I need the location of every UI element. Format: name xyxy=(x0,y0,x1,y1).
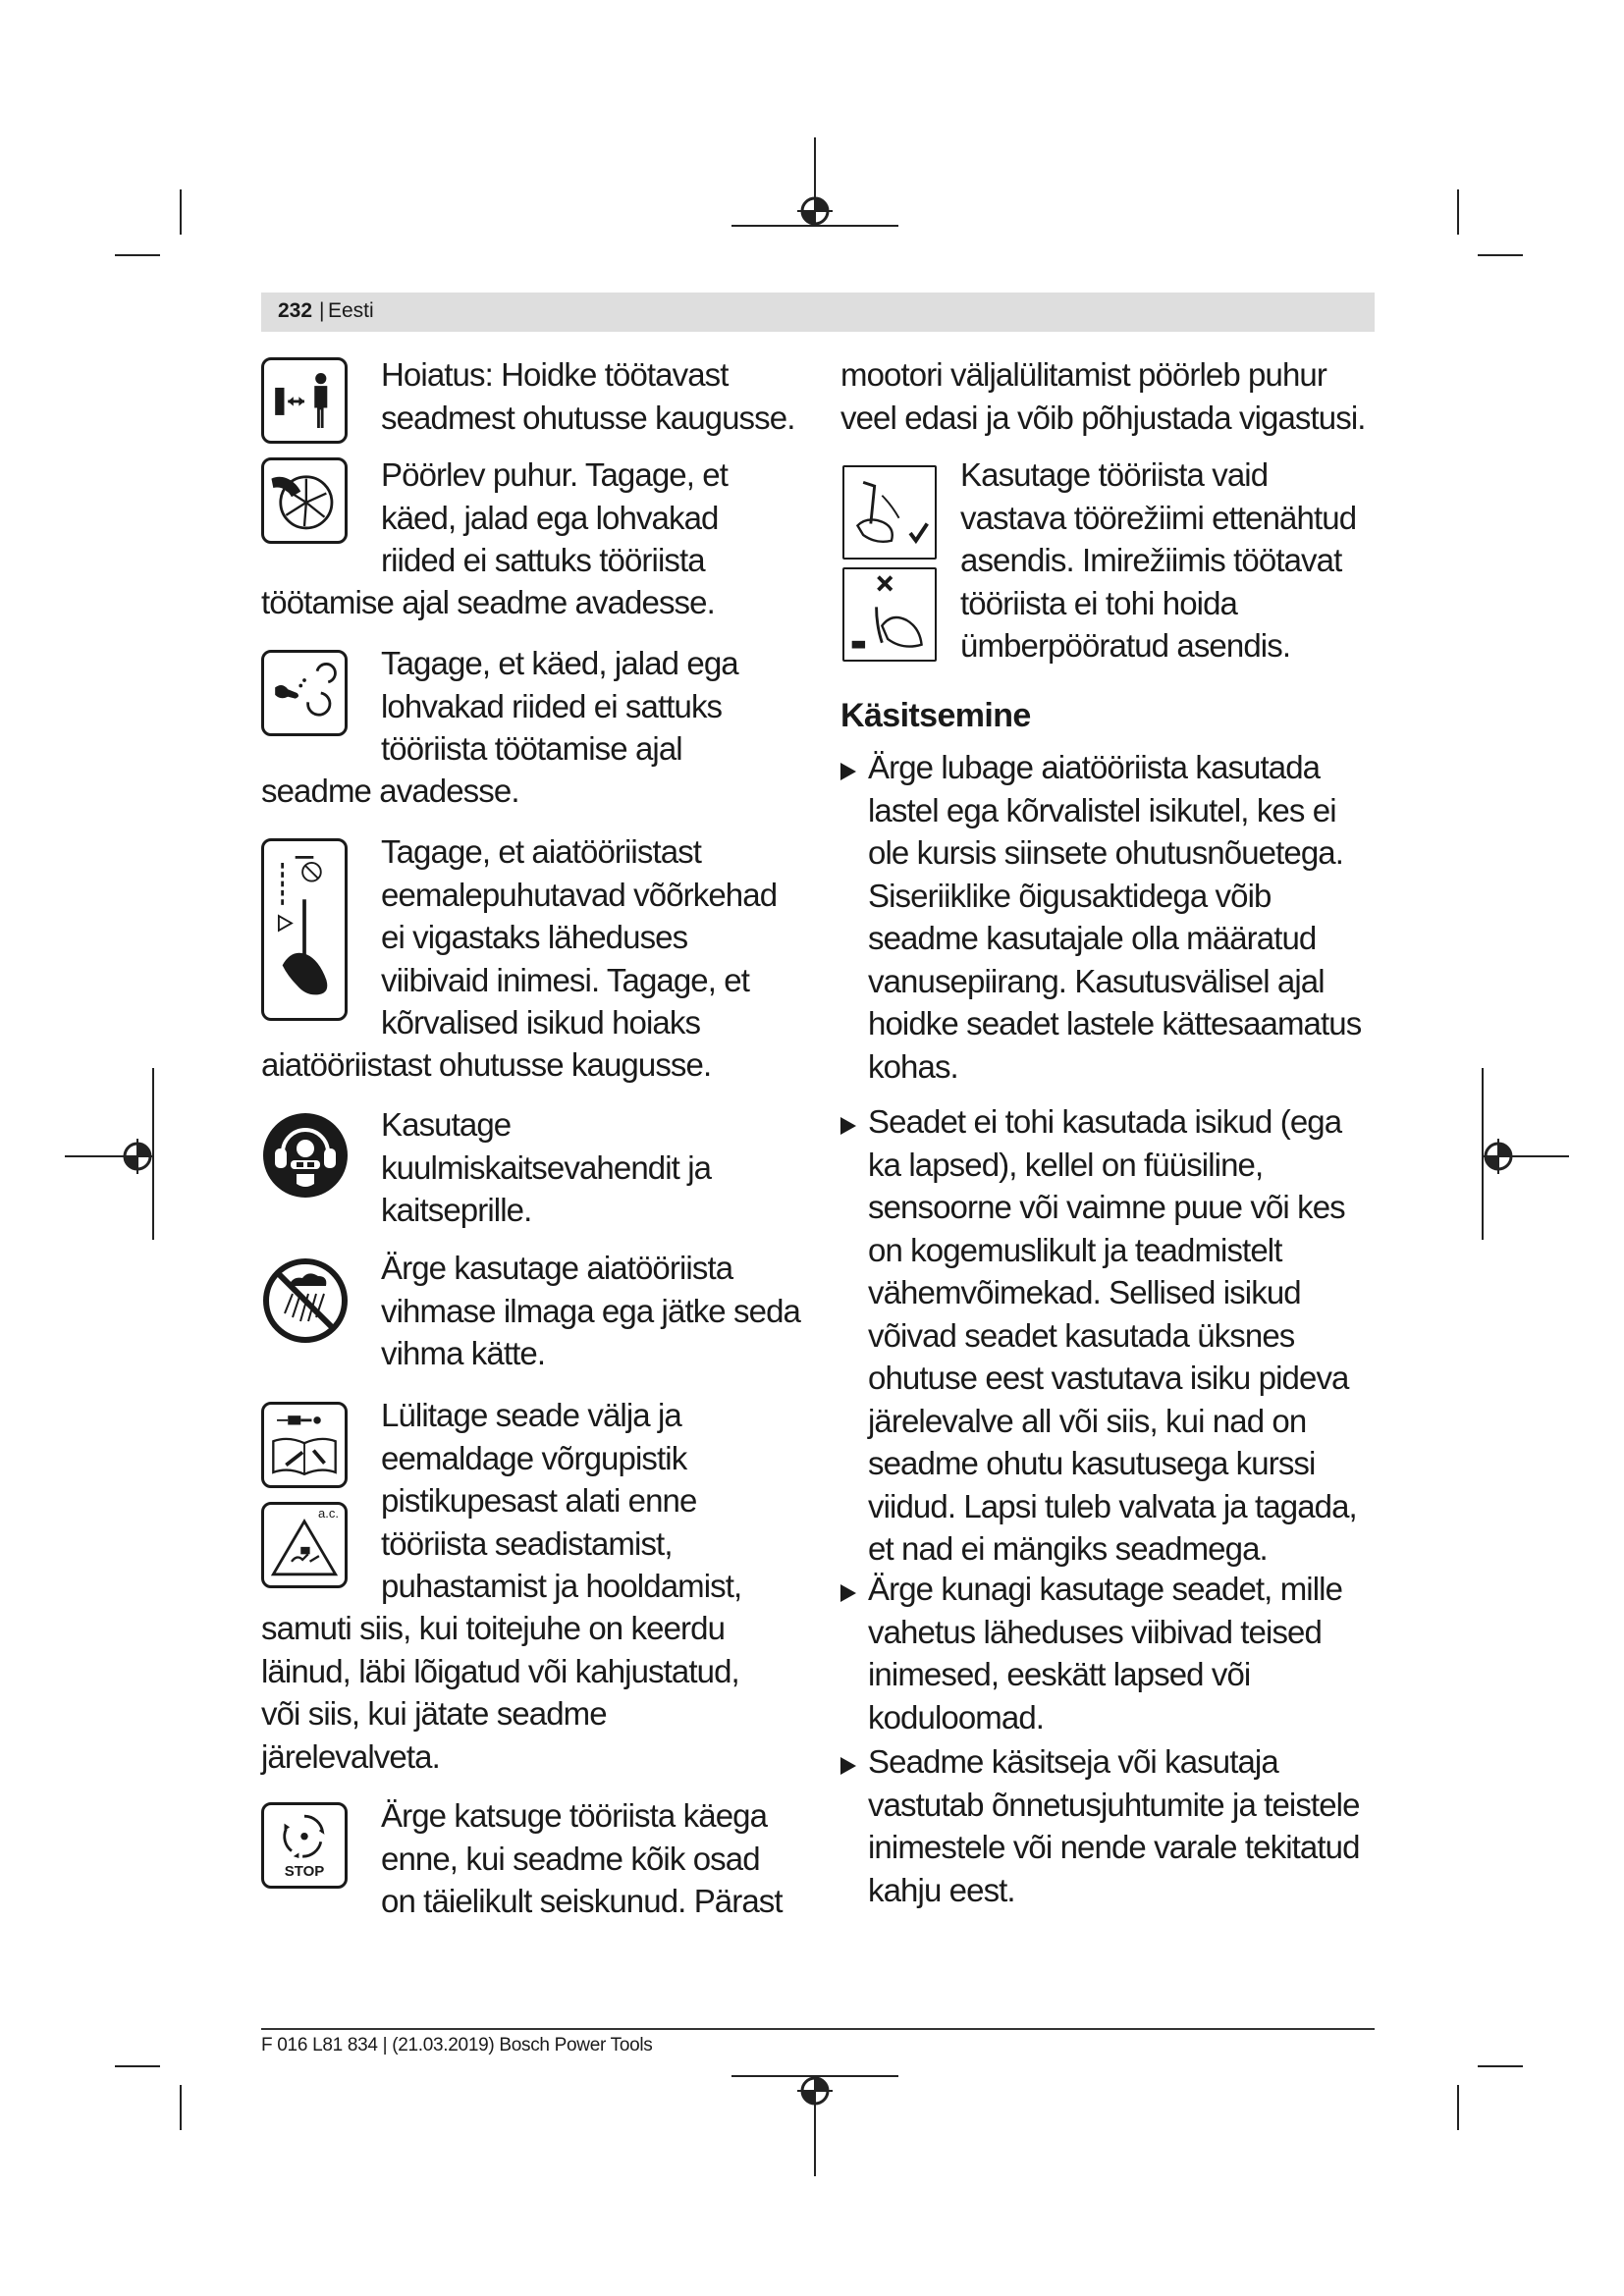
hand-fan-intake-icon xyxy=(261,650,348,736)
bullet-2-line-1: Seadet ei tohi kasutada isikud (ega xyxy=(868,1103,1342,1140)
unplug-line-1: Lülitage seade välja ja xyxy=(381,1397,681,1433)
protection-line-2: kuulmiskaitsevahendit ja xyxy=(381,1148,712,1186)
keep-distance-icon xyxy=(261,357,348,444)
bullet-arrow-icon xyxy=(840,763,856,780)
footer-text: F 016 L81 834 | (21.03.2019) Bosch Power Tools xyxy=(261,2035,653,2056)
unplug-line-6: samuti siis, kui toitejuhe on keerdu xyxy=(261,1610,726,1646)
thrown-objects-line-3: ei vigastaks läheduses xyxy=(381,919,688,955)
no-rain-line-1: Ärge kasutage aiatööriista xyxy=(381,1250,733,1286)
bullet-arrow-icon xyxy=(840,1757,856,1775)
bullet-2-line-8: järelevalve all või siis, kui nad on xyxy=(868,1402,1307,1439)
bullet-1-line-8: kohas. xyxy=(868,1047,958,1085)
continuation-line-1: mootori väljalülitamist pöörleb puhur xyxy=(840,356,1326,393)
page-header-bar xyxy=(261,293,1375,332)
rotating-fan-line-1: Pöörlev puhur. Tagage, et xyxy=(381,456,729,493)
bullet-2-line-2: ka lapsed), kellel on füüsiline, xyxy=(868,1146,1264,1183)
thrown-objects-line-6: aiatööriistast ohutusse kaugusse. xyxy=(261,1046,712,1083)
registration-mark-bottom-icon xyxy=(727,2066,903,2179)
protection-line-1: Kasutage xyxy=(381,1106,512,1143)
bullet-3-line-3: inimesed, eeskätt lapsed või xyxy=(868,1656,1251,1692)
section-title-handling: Käsitsemine xyxy=(840,697,1031,734)
no-rain-icon xyxy=(261,1256,350,1345)
rotating-fan-line-2: käed, jalad ega lohvakad xyxy=(381,499,719,536)
header-separator: | xyxy=(319,299,325,322)
position-line-4: tööriista ei tohi hoida xyxy=(960,584,1237,621)
bullet-2-line-7: ohutuse eest vastutava isiku pideva xyxy=(868,1360,1349,1396)
position-line-2: vastava töörežiimi ettenähtud xyxy=(960,499,1357,536)
bullet-2-line-6: võivad seadet kasutada üksnes xyxy=(868,1316,1295,1354)
right-column xyxy=(840,353,1377,1934)
unplug-manual-icon xyxy=(261,1402,348,1488)
bullet-3-line-1: Ärge kunagi kasutage seadet, mille xyxy=(868,1571,1343,1607)
hand-intake-line-4: seadme avadesse. xyxy=(261,773,519,809)
damaged-cable-warning-icon xyxy=(261,1502,348,1588)
registration-mark-right-icon xyxy=(1473,1068,1571,1245)
bullet-3-line-2: vahetus läheduses viibivad teised xyxy=(868,1613,1322,1650)
thrown-objects-distance-icon xyxy=(261,838,348,1021)
position-line-5: ümberpööratud asendis. xyxy=(960,627,1291,664)
registration-mark-top-icon xyxy=(727,137,903,236)
hand-intake-line-1: Tagage, et käed, jalad ega xyxy=(381,645,738,681)
no-rain-line-2: vihmase ilmaga ega jätke seda xyxy=(381,1292,800,1329)
bullet-1-line-5: seadme kasutajale olla määratud xyxy=(868,920,1317,956)
bullet-2-line-4: on kogemuslikult ja teadmistelt xyxy=(868,1231,1282,1268)
unplug-line-9: järelevalveta. xyxy=(261,1737,440,1775)
wait-stop-icon xyxy=(261,1802,348,1889)
protection-line-3: kaitseprille. xyxy=(381,1192,532,1228)
thrown-objects-line-4: viibivaid inimesi. Tagage, et xyxy=(381,961,750,998)
bullet-4-line-2: vastutab õnnetusjuhtumite ja teistele xyxy=(868,1786,1360,1823)
bullet-2-line-10: viidud. Lapsi tuleb valvata ja tagada, xyxy=(868,1487,1357,1524)
bullet-2-line-5: vähemvõimekad. Sellised isikud xyxy=(868,1274,1301,1310)
keep-distance-line-2: seadmest ohutusse kaugusse. xyxy=(381,399,795,436)
unplug-line-2: eemaldage võrgupistik xyxy=(381,1439,687,1476)
left-column xyxy=(261,353,811,1934)
thrown-objects-line-5: kõrvalised isikud hoiaks xyxy=(381,1004,701,1041)
bullet-arrow-icon xyxy=(840,1117,856,1135)
stop-line-1: Ärge katsuge tööriista käega xyxy=(381,1797,768,1834)
keep-distance-line-1: Hoiatus: Hoidke töötavast xyxy=(381,356,729,393)
page-number: 232 xyxy=(278,299,313,322)
no-rain-line-3: vihma kätte. xyxy=(381,1335,546,1371)
rotating-fan-icon xyxy=(261,457,348,544)
position-line-3: asendis. Imirežiimis töötavat xyxy=(960,542,1342,578)
thrown-objects-line-2: eemalepuhutavad võõrkehad xyxy=(381,876,778,913)
bullet-1-line-4: Siseriiklike õigusaktidega võib xyxy=(868,877,1272,914)
bullet-2-line-3: sensoorne või vaimne puue või kes xyxy=(868,1189,1345,1225)
bullet-2-line-11: et nad ei mängiks seadmega. xyxy=(868,1530,1268,1567)
stop-line-2: enne, kui seadme kõik osad xyxy=(381,1840,760,1877)
ear-eye-protection-icon xyxy=(261,1111,350,1200)
header-language: Eesti xyxy=(328,299,374,322)
ac-label: a.c. xyxy=(318,1506,339,1521)
position-line-1: Kasutage tööriista vaid xyxy=(960,456,1269,493)
unplug-line-4: tööriista seadistamist, xyxy=(381,1524,673,1562)
stop-label: STOP xyxy=(284,1863,325,1880)
bullet-1-line-6: vanusepiirang. Kasutusvälisel ajal xyxy=(868,962,1325,999)
rotating-fan-line-3: riided ei sattuks tööriista xyxy=(381,542,705,578)
bullet-4-line-1: Seadme käsitseja või kasutaja xyxy=(868,1743,1278,1780)
hand-intake-line-2: lohvakad riided ei sattuks xyxy=(381,687,723,724)
footer-rule xyxy=(261,2028,1375,2030)
correct-position-icon xyxy=(842,465,937,560)
bullet-1-line-7: hoidke seadet lastele kättesaamatus xyxy=(868,1005,1362,1041)
unplug-line-8: või siis, kui jätate seadme xyxy=(261,1695,607,1732)
unplug-line-7: läinud, läbi lõigatud või kahjustatud, xyxy=(261,1652,739,1689)
bullet-4-line-3: inimestele või nende varale tekitatud xyxy=(868,1829,1360,1865)
bullet-arrow-icon xyxy=(840,1584,856,1602)
bullet-1-line-1: Ärge lubage aiatööriista kasutada xyxy=(868,749,1321,785)
bullet-2-line-9: seadme ohutu kasutusega kurssi xyxy=(868,1445,1316,1481)
rotating-fan-line-4: töötamise ajal seadme avadesse. xyxy=(261,584,715,620)
registration-mark-left-icon xyxy=(65,1068,163,1245)
hand-intake-line-3: tööriista töötamise ajal xyxy=(381,730,682,767)
bullet-1-line-2: lastel ega kõrvalistel isikutel, kes ei xyxy=(868,791,1336,828)
wrong-position-icon xyxy=(842,567,937,662)
thrown-objects-line-1: Tagage, et aiatööriistast xyxy=(381,833,702,870)
bullet-1-line-3: ole kursis siinsete ohutusnõuetega. xyxy=(868,834,1343,871)
unplug-line-3: pistikupesast alati enne xyxy=(381,1482,697,1519)
bullet-4-line-4: kahju eest. xyxy=(868,1871,1015,1908)
continuation-line-2: veel edasi ja võib põhjustada vigastusi. xyxy=(840,399,1366,436)
bullet-3-line-4: koduloomad. xyxy=(868,1698,1045,1735)
unplug-line-5: puhastamist ja hooldamist, xyxy=(381,1568,742,1604)
stop-line-3: on täielikult seiskunud. Pärast xyxy=(381,1883,783,1919)
